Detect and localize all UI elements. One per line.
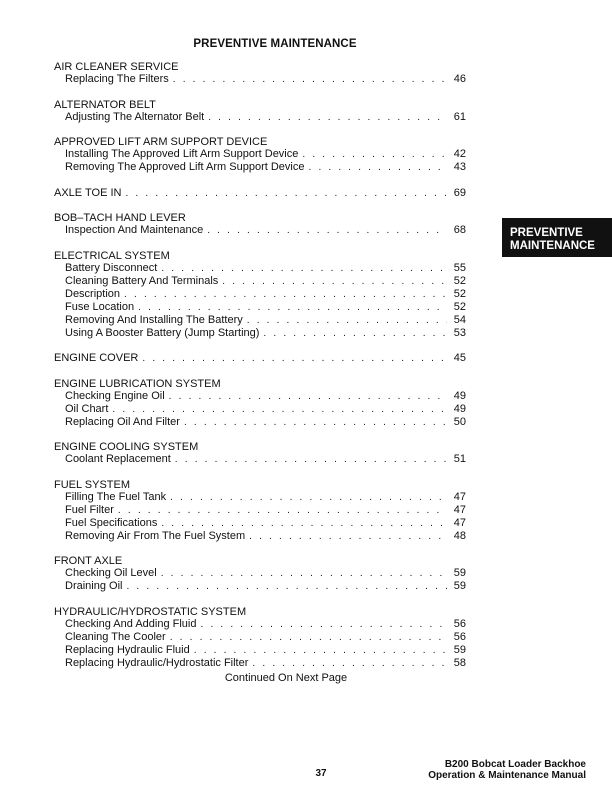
toc-entry[interactable] — [54, 161, 466, 174]
toc-section-heading: ENGINE COVER — [54, 352, 139, 364]
toc-entry[interactable] — [54, 327, 466, 340]
toc-section-heading: AXLE TOE IN — [54, 186, 122, 199]
toc-entry[interactable] — [54, 301, 466, 314]
dot-leader — [125, 188, 447, 200]
toc-entry[interactable] — [54, 224, 466, 237]
toc-entry-label: Inspection And Maintenance — [65, 224, 204, 236]
toc-page-number: 49 — [453, 402, 466, 415]
dot-leader — [249, 531, 447, 543]
toc-section — [54, 441, 466, 466]
dot-leader — [142, 353, 447, 365]
dot-leader — [124, 289, 447, 301]
dot-leader — [173, 74, 447, 86]
toc-entry[interactable] — [54, 314, 466, 327]
dot-leader — [138, 302, 447, 314]
toc-entry-label: Replacing The Filters — [65, 73, 169, 85]
toc-entry-label: Removing Air From The Fuel System — [65, 529, 246, 542]
toc-page-number: 69 — [453, 186, 466, 199]
manual-title — [428, 759, 586, 781]
toc-page-number: 46 — [453, 73, 466, 85]
dot-leader — [247, 315, 447, 327]
toc-entry-label: Fuel Specifications — [65, 516, 158, 529]
toc-page-number: 42 — [453, 148, 466, 160]
toc-entry[interactable] — [54, 187, 466, 200]
toc-entry[interactable] — [54, 644, 466, 657]
toc-entry[interactable] — [54, 275, 466, 288]
dot-leader — [194, 645, 447, 657]
toc-page-number: 50 — [453, 415, 466, 428]
toc-entry[interactable] — [54, 262, 466, 275]
toc-entry-label: Cleaning Battery And Terminals — [65, 274, 219, 287]
toc-page-number: 68 — [453, 224, 466, 236]
toc-section — [54, 479, 466, 543]
toc-page-number: 45 — [453, 352, 466, 364]
toc-section-heading: APPROVED LIFT ARM SUPPORT DEVICE — [54, 136, 268, 148]
toc-entry-label: Replacing Oil And Filter — [65, 415, 180, 428]
toc-entry-label: Removing The Approved Lift Arm Support Device — [65, 161, 305, 173]
dot-leader — [263, 328, 447, 340]
toc-entry[interactable] — [54, 288, 466, 301]
toc-entry[interactable] — [54, 352, 466, 365]
toc-entry-label: Battery Disconnect — [65, 261, 158, 274]
toc-page-number: 54 — [453, 313, 466, 326]
toc-page-number: 59 — [453, 580, 466, 592]
dot-leader — [184, 417, 447, 429]
toc-section — [54, 212, 466, 237]
toc-entry-label: Oil Chart — [65, 402, 109, 415]
manual-title-line1: B200 Bobcat Loader Backhoe — [444, 759, 586, 770]
toc-section — [54, 187, 466, 200]
toc-entry[interactable] — [54, 631, 466, 644]
page-number: 37 — [315, 768, 327, 779]
dot-leader — [208, 112, 447, 124]
toc-page-number: 52 — [453, 287, 466, 300]
toc-entry-label: Cleaning The Cooler — [65, 630, 166, 643]
toc-section — [54, 136, 466, 174]
section-tab[interactable] — [502, 218, 612, 257]
toc-entry-label: Checking Engine Oil — [65, 389, 165, 402]
toc-entry-label: Filling The Fuel Tank — [65, 490, 167, 503]
dot-leader — [126, 581, 447, 593]
dot-leader — [170, 492, 447, 504]
toc-entry[interactable] — [54, 73, 466, 86]
toc-entry-label: Replacing Hydraulic/Hydrostatic Filter — [65, 656, 249, 669]
toc-entry-label: Replacing Hydraulic Fluid — [65, 643, 190, 656]
toc-entry-label: Fuel Filter — [65, 503, 114, 516]
toc-entry[interactable] — [54, 390, 466, 403]
toc-section-heading: ALTERNATOR BELT — [54, 98, 156, 111]
toc-section — [54, 378, 466, 429]
dot-leader — [252, 658, 447, 670]
dot-leader — [118, 505, 447, 517]
toc-entry[interactable] — [54, 403, 466, 416]
toc-page-number: 55 — [453, 261, 466, 274]
dot-leader — [161, 518, 447, 530]
dot-leader — [222, 276, 447, 288]
toc-page-number: 53 — [453, 326, 466, 339]
toc-entry[interactable] — [54, 657, 466, 670]
dot-leader — [207, 225, 447, 237]
toc-page-number: 47 — [453, 516, 466, 529]
toc-entry[interactable] — [54, 416, 466, 429]
dot-leader — [170, 632, 447, 644]
section-tab-line2: MAINTENANCE — [510, 240, 595, 252]
toc-entry[interactable] — [54, 491, 466, 504]
toc-entry-label: Description — [65, 287, 121, 300]
page-title: PREVENTIVE MAINTENANCE — [193, 38, 357, 50]
toc-section-heading: HYDRAULIC/HYDROSTATIC SYSTEM — [54, 605, 247, 618]
dot-leader — [161, 263, 447, 275]
dot-leader — [302, 149, 447, 161]
toc-entry[interactable] — [54, 453, 466, 466]
dot-leader — [112, 404, 447, 416]
toc-page-number: 43 — [453, 161, 466, 173]
toc-entry-label: Removing And Installing The Battery — [65, 313, 243, 326]
toc-page-number: 51 — [453, 453, 466, 465]
toc-section-heading: BOB–TACH HAND LEVER — [54, 212, 186, 224]
dot-leader — [200, 619, 447, 631]
toc-page-number: 49 — [453, 389, 466, 402]
toc-entry-label: Draining Oil — [65, 580, 123, 592]
toc-entry-label: Checking Oil Level — [65, 567, 157, 579]
toc-section-heading: AIR CLEANER SERVICE — [54, 61, 179, 73]
toc-page-number: 61 — [453, 110, 466, 123]
toc-entry[interactable] — [54, 148, 466, 161]
toc-entry[interactable] — [54, 111, 466, 124]
toc-section — [54, 352, 466, 365]
section-tab-line1: PREVENTIVE — [510, 227, 583, 239]
toc-section-heading: ENGINE LUBRICATION SYSTEM — [54, 377, 221, 390]
toc-section — [54, 99, 466, 124]
dot-leader — [161, 568, 447, 580]
toc-page-number: 52 — [453, 274, 466, 287]
continued-note: Continued On Next Page — [224, 672, 348, 684]
toc-page-number: 56 — [453, 630, 466, 643]
toc-section — [54, 606, 466, 670]
toc-section — [54, 61, 466, 86]
toc-page-number: 47 — [453, 490, 466, 503]
toc-page-number: 59 — [453, 643, 466, 656]
toc-entry[interactable] — [54, 530, 466, 543]
toc-section — [54, 250, 466, 340]
toc-page-number: 56 — [453, 617, 466, 630]
dot-leader — [308, 162, 447, 174]
toc-entry-label: Installing The Approved Lift Arm Support Device — [65, 148, 299, 160]
toc-entry[interactable] — [54, 504, 466, 517]
toc-page-number: 47 — [453, 503, 466, 516]
toc-section-heading: FUEL SYSTEM — [54, 478, 130, 491]
toc-entry[interactable] — [54, 517, 466, 530]
toc-section-heading: ENGINE COOLING SYSTEM — [54, 441, 199, 453]
toc-entry-label: Adjusting The Alternator Belt — [65, 110, 205, 123]
toc-section — [54, 555, 466, 593]
toc-entry-label: Using A Booster Battery (Jump Starting) — [65, 326, 260, 339]
toc-entry[interactable] — [54, 618, 466, 631]
toc-entry-label: Checking And Adding Fluid — [65, 617, 197, 630]
toc-page-number: 48 — [453, 529, 466, 542]
toc-section-heading: ELECTRICAL SYSTEM — [54, 249, 170, 262]
table-of-contents — [54, 61, 466, 682]
toc-entry[interactable] — [54, 567, 466, 580]
toc-entry-label: Coolant Replacement — [65, 453, 171, 465]
toc-section-heading: FRONT AXLE — [54, 555, 123, 567]
toc-page-number: 52 — [453, 300, 466, 313]
dot-leader — [175, 454, 447, 466]
dot-leader — [169, 391, 447, 403]
toc-entry-label: Fuse Location — [65, 300, 135, 313]
toc-entry[interactable] — [54, 580, 466, 593]
toc-page-number: 59 — [453, 567, 466, 579]
manual-title-line2: Operation & Maintenance Manual — [428, 770, 586, 781]
toc-page-number: 58 — [453, 656, 466, 669]
